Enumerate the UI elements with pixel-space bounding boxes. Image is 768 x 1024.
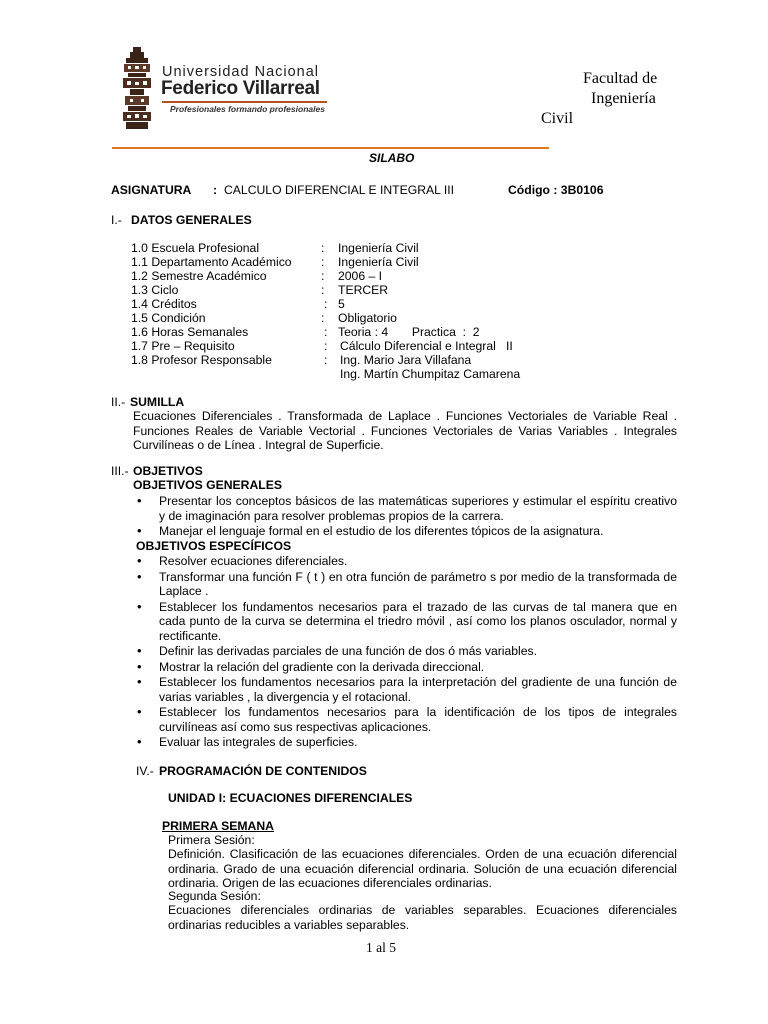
section-number: III.- bbox=[111, 464, 129, 478]
objetivos-especificos-list bbox=[135, 554, 677, 750]
section-heading-objetivos: OBJETIVOS bbox=[133, 464, 203, 478]
dg-label: 1.2 Semestre Académico bbox=[131, 269, 267, 283]
dg-value: 5 bbox=[338, 297, 345, 311]
list-item: • Manejar el lenguaje formal en el estudio de los diferentes tópicos de la asignatura. bbox=[135, 524, 677, 539]
objetivos-generales-list bbox=[135, 494, 677, 539]
section-number: IV.- bbox=[136, 764, 154, 778]
dg-label: 1.6 Horas Semanales bbox=[131, 325, 249, 339]
faculty-line1: Facultad de bbox=[583, 70, 658, 87]
dg-value: 2006 – I bbox=[338, 269, 383, 283]
dg-colon: : bbox=[324, 325, 328, 339]
dg-label: 1.3 Ciclo bbox=[131, 283, 179, 297]
asignatura-label: ASIGNATURA bbox=[111, 183, 192, 197]
dg-label: 1.4 Créditos bbox=[131, 297, 197, 311]
university-name-line1: Universidad Nacional bbox=[162, 64, 320, 80]
dg-colon: : bbox=[324, 353, 328, 367]
dg-value: Teoria : 4 Practica : 2 bbox=[338, 325, 480, 339]
list-item: • Establecer los fundamentos necesarios para la identificación de los tipos de integrales curvilíneas así como sus respectivas aplicaciones. bbox=[135, 705, 677, 734]
document-title: SILABO bbox=[369, 151, 415, 165]
dg-value: Ingeniería Civil bbox=[338, 241, 419, 255]
dg-label: 1.8 Profesor Responsable bbox=[131, 353, 272, 367]
dg-value: TERCER bbox=[338, 283, 389, 297]
section-number: II.- bbox=[111, 395, 126, 409]
dg-label: 1.0 Escuela Profesional bbox=[131, 241, 260, 255]
dg-value: Cálculo Diferencial e Integral II bbox=[340, 339, 513, 353]
dg-colon: : bbox=[321, 269, 325, 283]
codigo: Código : 3B0106 bbox=[508, 183, 604, 197]
dg-colon: : bbox=[321, 255, 325, 269]
dg-label: 1.5 Condición bbox=[131, 311, 206, 325]
semana-heading: PRIMERA SEMANA bbox=[162, 819, 274, 833]
university-name-line2: Federico Villarreal bbox=[161, 78, 320, 99]
objetivos-generales-heading: OBJETIVOS GENERALES bbox=[133, 478, 282, 492]
dg-label: 1.7 Pre – Requisito bbox=[131, 339, 235, 353]
list-item: • Definir las derivadas parciales de una función de dos ó más variables. bbox=[135, 644, 677, 659]
dg-colon: : bbox=[324, 297, 328, 311]
sesion1-label: Primera Sesión: bbox=[168, 833, 255, 847]
university-tagline: Profesionales formando profesionales bbox=[170, 104, 325, 114]
dg-colon: : bbox=[321, 283, 325, 297]
objetivos-especificos-heading: OBJETIVOS ESPECÍFICOS bbox=[136, 539, 292, 553]
dg-value: Ingeniería Civil bbox=[338, 255, 419, 269]
dg-label: 1.1 Departamento Académico bbox=[131, 255, 292, 269]
sesion2-text: Ecuaciones diferenciales ordinarias de variables separables. Ecuaciones diferenciales ordinarias reducibles a variables separables. bbox=[168, 903, 677, 932]
header-divider bbox=[112, 147, 549, 149]
list-item: • Transformar una función F ( t ) en otra función de parámetro s por medio de la transformada de Laplace . bbox=[135, 570, 677, 599]
list-item: • Establecer los fundamentos necesarios para el trazado de las curvas de tal manera que en cada punto de la curva se determina el triedro móvil , así como los planos osculador, normal y rectificante. bbox=[135, 600, 677, 644]
section-heading-programacion: PROGRAMACIÓN DE CONTENIDOS bbox=[159, 764, 367, 778]
list-item: • Establecer los fundamentos necesarios para la interpretación del gradiente de una función de varias variables , la divergencia y el rotacional. bbox=[135, 675, 677, 704]
dg-value: Ing. Mario Jara Villafana bbox=[340, 353, 472, 367]
list-item: • Mostrar la relación del gradiente con la derivada direccional. bbox=[135, 660, 677, 675]
section-heading-datos-generales: DATOS GENERALES bbox=[131, 213, 252, 227]
faculty-line2: Ingeniería bbox=[591, 90, 656, 107]
list-item: • Evaluar las integrales de superficies. bbox=[135, 735, 677, 750]
dg-colon: : bbox=[321, 311, 325, 325]
unidad-heading: UNIDAD I: ECUACIONES DIFERENCIALES bbox=[168, 791, 413, 805]
asignatura-value: CALCULO DIFERENCIAL E INTEGRAL III bbox=[224, 183, 455, 197]
university-seal-logo bbox=[122, 47, 152, 129]
faculty-line3: Civil bbox=[541, 110, 574, 127]
sesion1-text: Definición. Clasificación de las ecuaciones diferenciales. Orden de una ecuación diferencial ordinaria. Grado de una ecuación diferencial ordinaria. Solución de una ecuación diferencial ordinaria. Origen de las ecuaciones diferenciales ordinarias. bbox=[168, 847, 677, 890]
section-heading-sumilla: SUMILLA bbox=[130, 395, 185, 409]
sumilla-text: Ecuaciones Diferenciales . Transformada de Laplace . Funciones Vectoriales de Variable Real . Funciones Reales de Variable Vectorial . Funciones Vectoriales de Varias Variables . Integrales Curvilíneas o de Línea . Integral de Superficie. bbox=[133, 409, 677, 452]
list-item: • Resolver ecuaciones diferenciales. bbox=[135, 554, 677, 569]
dg-colon: : bbox=[324, 339, 328, 353]
section-number: I.- bbox=[111, 213, 122, 227]
dg-value-extra: Ing. Martín Chumpitaz Camarena bbox=[340, 367, 521, 381]
logo-underline bbox=[162, 101, 327, 103]
dg-value: Obligatorio bbox=[338, 311, 397, 325]
sesion2-label: Segunda Sesión: bbox=[168, 889, 261, 903]
page-number: 1 al 5 bbox=[366, 940, 396, 955]
dg-colon: : bbox=[321, 241, 325, 255]
asignatura-colon: : bbox=[213, 183, 218, 197]
list-item: • Presentar los conceptos básicos de las matemáticas superiores y estimular el espíritu creativo y de imaginación para resolver problemas propios de la carrera. bbox=[135, 494, 677, 523]
